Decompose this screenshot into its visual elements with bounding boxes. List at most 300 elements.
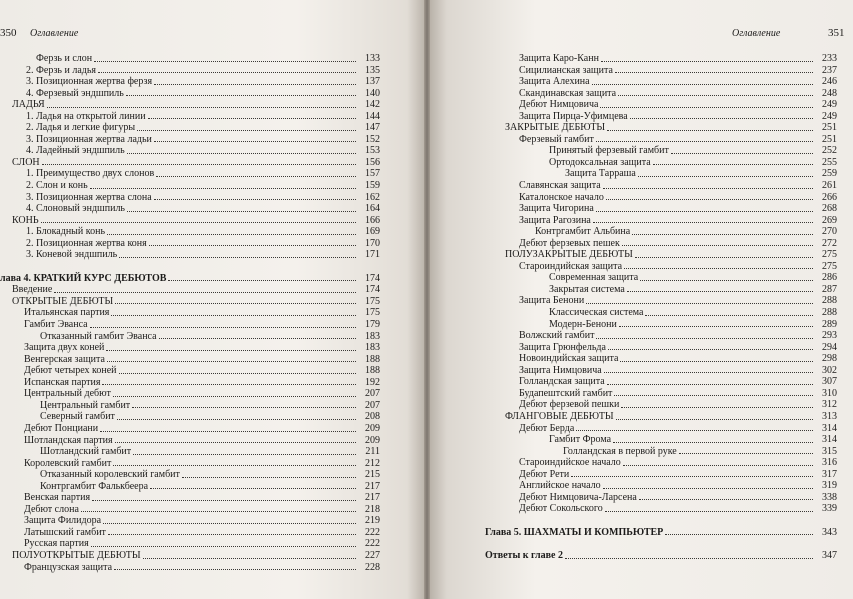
toc-row bbox=[0, 145, 380, 157]
toc-page-number: 316 bbox=[822, 457, 837, 469]
toc-row bbox=[485, 168, 837, 180]
left-toc bbox=[0, 53, 380, 573]
toc-page-number: 174 bbox=[365, 284, 380, 296]
toc-page-number: 251 bbox=[822, 122, 837, 134]
toc-entry-title: 3. Позиционная жертва ферзя bbox=[26, 76, 153, 88]
toc-chapter-row bbox=[485, 527, 837, 539]
toc-row bbox=[485, 238, 837, 250]
toc-page-number: 246 bbox=[822, 76, 837, 88]
toc-leader-dots bbox=[41, 222, 356, 223]
toc-entry-title: ЛАДЬЯ bbox=[12, 99, 45, 111]
toc-row bbox=[485, 376, 837, 388]
toc-row bbox=[0, 88, 380, 100]
toc-row bbox=[0, 226, 380, 238]
toc-entry-title: Испанская партия bbox=[24, 376, 101, 388]
toc-leader-dots bbox=[148, 118, 356, 119]
toc-entry-title: 2. Ферзь и ладья bbox=[26, 64, 96, 76]
toc-leader-dots bbox=[565, 558, 813, 559]
toc-entry-title: Дебют ферзевой пешки bbox=[519, 399, 620, 411]
toc-entry-title: Защита Тарраша bbox=[565, 168, 636, 180]
toc-row bbox=[0, 481, 380, 493]
toc-row bbox=[0, 76, 380, 88]
toc-leader-dots bbox=[601, 61, 813, 62]
toc-gap bbox=[485, 538, 837, 550]
toc-entry-title: 4. Слоновый эндшпиль bbox=[26, 203, 125, 215]
toc-row bbox=[0, 53, 380, 65]
toc-row bbox=[0, 203, 380, 215]
toc-page-number: 251 bbox=[822, 133, 837, 145]
toc-page-number: 275 bbox=[822, 249, 837, 261]
toc-row bbox=[485, 272, 837, 284]
toc-row bbox=[0, 388, 380, 400]
toc-leader-dots bbox=[92, 500, 356, 501]
toc-row bbox=[485, 457, 837, 469]
toc-page-number: 217 bbox=[365, 492, 380, 504]
toc-row bbox=[0, 157, 380, 169]
toc-page-number: 312 bbox=[822, 399, 837, 411]
toc-entry-title: Защита Алехина bbox=[519, 76, 590, 88]
toc-row bbox=[485, 203, 837, 215]
toc-row bbox=[0, 411, 380, 423]
toc-page-number: 288 bbox=[822, 295, 837, 307]
toc-page-number: 338 bbox=[822, 491, 837, 503]
toc-page-number: 207 bbox=[365, 388, 380, 400]
toc-page-number: 192 bbox=[365, 376, 380, 388]
toc-leader-dots bbox=[607, 384, 813, 385]
toc-row bbox=[0, 296, 380, 308]
toc-row bbox=[485, 226, 837, 238]
toc-entry-title: Гамбит Эванса bbox=[24, 319, 88, 331]
toc-page-number: 219 bbox=[365, 515, 380, 527]
toc-page-number: 339 bbox=[822, 503, 837, 515]
toc-entry-title: 3. Позиционная жертва слона bbox=[26, 191, 152, 203]
toc-entry-title: Новоиндийская защита bbox=[519, 353, 619, 365]
toc-entry-title: Гамбит Фрома bbox=[549, 434, 612, 446]
toc-entry-title: Голландская в первой руке bbox=[563, 445, 677, 457]
toc-row bbox=[485, 180, 837, 192]
toc-chapter-row bbox=[0, 273, 380, 285]
toc-leader-dots bbox=[107, 234, 356, 235]
toc-page-number: 171 bbox=[365, 249, 380, 261]
toc-page-number: 175 bbox=[365, 295, 380, 307]
toc-entry-title: Глава 5. ШАХМАТЫ И КОМПЬЮТЕР bbox=[485, 526, 664, 538]
toc-row bbox=[485, 388, 837, 400]
toc-page-number: 188 bbox=[365, 353, 380, 365]
toc-row bbox=[0, 446, 380, 458]
toc-leader-dots bbox=[596, 338, 813, 339]
toc-leader-dots bbox=[54, 292, 356, 293]
toc-entry-title: Итальянская партия bbox=[24, 307, 110, 319]
toc-entry-title: Северный гамбит bbox=[40, 411, 115, 423]
toc-page-number: 164 bbox=[365, 203, 380, 215]
toc-row bbox=[485, 284, 837, 296]
toc-leader-dots bbox=[102, 384, 356, 385]
toc-gap bbox=[0, 261, 380, 273]
toc-leader-dots bbox=[619, 326, 813, 327]
right-page-number: 351 bbox=[828, 27, 845, 39]
toc-row bbox=[0, 65, 380, 77]
toc-entry-title: Староиндийская защита bbox=[519, 260, 623, 272]
toc-leader-dots bbox=[592, 84, 813, 85]
toc-leader-dots bbox=[108, 534, 356, 535]
toc-entry-title: Дебют Нимцовича bbox=[519, 99, 599, 111]
toc-entry-title: Шотландский гамбит bbox=[40, 446, 132, 458]
toc-leader-dots bbox=[90, 327, 356, 328]
toc-row bbox=[485, 88, 837, 100]
toc-leader-dots bbox=[615, 72, 813, 73]
toc-row bbox=[485, 99, 837, 111]
toc-leader-dots bbox=[90, 188, 356, 189]
toc-row bbox=[485, 65, 837, 77]
toc-row bbox=[0, 134, 380, 146]
toc-entry-title: Защита Грюнфельда bbox=[519, 341, 606, 353]
toc-leader-dots bbox=[603, 488, 813, 489]
toc-row bbox=[0, 469, 380, 481]
toc-leader-dots bbox=[604, 372, 813, 373]
toc-entry-title: Староиндийское начало bbox=[519, 457, 621, 469]
toc-leader-dots bbox=[608, 349, 813, 350]
toc-row bbox=[0, 550, 380, 562]
toc-entry-title: Каталонское начало bbox=[519, 191, 604, 203]
toc-row bbox=[0, 562, 380, 574]
toc-entry-title: Контргамбит Альбина bbox=[535, 226, 631, 238]
toc-entry-title: Защита Нимцовича bbox=[519, 364, 602, 376]
toc-entry-title: Волжский гамбит bbox=[519, 330, 595, 342]
toc-entry-title: Скандинавская защита bbox=[519, 87, 617, 99]
toc-leader-dots bbox=[154, 199, 356, 200]
toc-page-number: 310 bbox=[822, 387, 837, 399]
toc-page-number: 175 bbox=[365, 307, 380, 319]
toc-leader-dots bbox=[119, 373, 356, 374]
toc-entry-title: Центральный гамбит bbox=[40, 399, 131, 411]
toc-page-number: 212 bbox=[365, 457, 380, 469]
toc-page-number: 315 bbox=[822, 445, 837, 457]
toc-entry-title: Будапештский гамбит bbox=[519, 387, 613, 399]
toc-row bbox=[485, 53, 837, 65]
toc-page-number: 266 bbox=[822, 191, 837, 203]
toc-page-number: 261 bbox=[822, 180, 837, 192]
toc-chapter-row bbox=[485, 550, 837, 562]
left-page-number: 350 bbox=[0, 27, 17, 39]
toc-row bbox=[0, 215, 380, 227]
toc-entry-title: Венская партия bbox=[24, 492, 91, 504]
toc-leader-dots bbox=[91, 546, 356, 547]
toc-leader-dots bbox=[624, 268, 813, 269]
toc-entry-title: Классическая система bbox=[549, 307, 644, 319]
toc-entry-title: лава 4. КРАТКИЙ КУРС ДЕБЮТОВ bbox=[0, 272, 167, 284]
toc-entry-title: ПОЛУЗАКРЫТЫЕ ДЕБЮТЫ bbox=[505, 249, 633, 261]
toc-leader-dots bbox=[638, 176, 813, 177]
toc-leader-dots bbox=[620, 361, 813, 362]
toc-entry-title: 1. Преимущество двух слонов bbox=[26, 168, 155, 180]
toc-leader-dots bbox=[149, 245, 356, 246]
toc-entry-title: Дебют Понциани bbox=[24, 422, 99, 434]
toc-page-number: 215 bbox=[365, 469, 380, 481]
toc-entry-title: 2. Слон и конь bbox=[26, 180, 88, 192]
toc-page-number: 162 bbox=[365, 191, 380, 203]
toc-leader-dots bbox=[154, 84, 356, 85]
toc-page-number: 343 bbox=[822, 526, 837, 538]
toc-row bbox=[0, 99, 380, 111]
toc-leader-dots bbox=[632, 234, 813, 235]
toc-leader-dots bbox=[117, 419, 356, 420]
toc-row bbox=[485, 446, 837, 458]
toc-row bbox=[485, 215, 837, 227]
toc-entry-title: Ортодоксальная защита bbox=[549, 156, 651, 168]
toc-leader-dots bbox=[596, 141, 813, 142]
toc-row bbox=[485, 423, 837, 435]
toc-entry-title: Сицилианская защита bbox=[519, 64, 613, 76]
toc-leader-dots bbox=[603, 188, 813, 189]
toc-leader-dots bbox=[81, 511, 356, 512]
toc-row bbox=[0, 492, 380, 504]
toc-page-number: 153 bbox=[365, 145, 380, 157]
toc-page-number: 314 bbox=[822, 422, 837, 434]
toc-page-number: 211 bbox=[365, 446, 380, 458]
toc-row bbox=[0, 423, 380, 435]
toc-page-number: 270 bbox=[822, 226, 837, 238]
toc-leader-dots bbox=[182, 477, 356, 478]
toc-row bbox=[0, 527, 380, 539]
toc-entry-title: 3. Позиционная жертва ладьи bbox=[26, 133, 152, 145]
toc-row bbox=[0, 319, 380, 331]
toc-entry-title: 2. Ладья и легкие фигуры bbox=[26, 122, 136, 134]
toc-row bbox=[0, 515, 380, 527]
toc-page-number: 319 bbox=[822, 480, 837, 492]
toc-entry-title: 2. Позиционная жертва коня bbox=[26, 237, 147, 249]
toc-page-number: 288 bbox=[822, 307, 837, 319]
toc-page-number: 317 bbox=[822, 468, 837, 480]
toc-row bbox=[485, 492, 837, 504]
toc-leader-dots bbox=[613, 442, 813, 443]
toc-entry-title: Отказанный королевский гамбит bbox=[40, 469, 180, 481]
toc-leader-dots bbox=[127, 153, 356, 154]
toc-leader-dots bbox=[100, 431, 356, 432]
toc-leader-dots bbox=[614, 395, 813, 396]
toc-page-number: 137 bbox=[365, 76, 380, 88]
toc-page-number: 209 bbox=[365, 422, 380, 434]
toc-row bbox=[485, 76, 837, 88]
toc-page-number: 166 bbox=[365, 214, 380, 226]
toc-page-number: 269 bbox=[822, 214, 837, 226]
toc-entry-title: Защита Каро-Канн bbox=[519, 53, 599, 64]
toc-entry-title: Шотландская партия bbox=[24, 434, 113, 446]
toc-page-number: 289 bbox=[822, 318, 837, 330]
toc-row bbox=[0, 377, 380, 389]
toc-entry-title: СЛОН bbox=[12, 156, 40, 168]
toc-entry-title: 1. Блокадный конь bbox=[26, 226, 106, 238]
toc-page-number: 209 bbox=[365, 434, 380, 446]
toc-entry-title: 4. Ферзевый эндшпиль bbox=[26, 87, 124, 99]
toc-leader-dots bbox=[119, 257, 356, 258]
toc-page-number: 272 bbox=[822, 237, 837, 249]
toc-page-number: 294 bbox=[822, 341, 837, 353]
toc-row bbox=[485, 434, 837, 446]
toc-leader-dots bbox=[665, 534, 813, 535]
toc-page-number: 208 bbox=[365, 411, 380, 423]
toc-page-number: 156 bbox=[365, 156, 380, 168]
toc-entry-title: Дебют слона bbox=[24, 503, 79, 515]
toc-page-number: 159 bbox=[365, 180, 380, 192]
toc-leader-dots bbox=[653, 164, 813, 165]
toc-row bbox=[485, 399, 837, 411]
toc-page-number: 169 bbox=[365, 226, 380, 238]
toc-row bbox=[485, 249, 837, 261]
toc-leader-dots bbox=[103, 523, 356, 524]
toc-gap bbox=[485, 515, 837, 527]
toc-page-number: 255 bbox=[822, 156, 837, 168]
toc-entry-title: Голландская защита bbox=[519, 376, 605, 388]
toc-leader-dots bbox=[607, 130, 813, 131]
toc-page-number: 179 bbox=[365, 319, 380, 331]
toc-page-number: 183 bbox=[365, 342, 380, 354]
toc-leader-dots bbox=[159, 338, 356, 339]
toc-entry-title: Дебют четырех коней bbox=[24, 365, 117, 377]
toc-row bbox=[485, 134, 837, 146]
toc-page-number: 140 bbox=[365, 87, 380, 99]
toc-leader-dots bbox=[679, 453, 813, 454]
toc-page-number: 183 bbox=[365, 330, 380, 342]
toc-page-number: 249 bbox=[822, 110, 837, 122]
toc-leader-dots bbox=[671, 153, 813, 154]
toc-leader-dots bbox=[640, 280, 813, 281]
toc-page-number: 347 bbox=[822, 550, 837, 562]
toc-page-number: 287 bbox=[822, 283, 837, 295]
toc-entry-title: Модерн-Бенони bbox=[549, 318, 617, 330]
toc-row bbox=[485, 261, 837, 273]
left-page bbox=[0, 0, 424, 599]
toc-entry-title: ПОЛУОТКРЫТЫЕ ДЕБЮТЫ bbox=[12, 549, 141, 561]
left-running-header: Оглавление bbox=[30, 28, 79, 39]
toc-page-number: 227 bbox=[365, 549, 380, 561]
toc-leader-dots bbox=[645, 315, 813, 316]
toc-row bbox=[485, 145, 837, 157]
toc-entry-title: Ферзь и слон bbox=[36, 53, 93, 64]
toc-row bbox=[0, 400, 380, 412]
toc-page-number: 302 bbox=[822, 364, 837, 376]
toc-page-number: 157 bbox=[365, 168, 380, 180]
toc-row bbox=[485, 411, 837, 423]
toc-leader-dots bbox=[94, 61, 356, 62]
toc-page-number: 313 bbox=[822, 410, 837, 422]
toc-entry-title: Центральный дебют bbox=[24, 388, 111, 400]
toc-leader-dots bbox=[630, 118, 813, 119]
toc-entry-title: Ответы к главе 2 bbox=[485, 550, 563, 562]
toc-leader-dots bbox=[143, 558, 356, 559]
toc-page-number: 207 bbox=[365, 399, 380, 411]
toc-leader-dots bbox=[576, 430, 813, 431]
toc-row bbox=[485, 353, 837, 365]
toc-leader-dots bbox=[156, 176, 356, 177]
toc-row bbox=[485, 365, 837, 377]
toc-leader-dots bbox=[106, 350, 356, 351]
toc-page-number: 135 bbox=[365, 64, 380, 76]
toc-leader-dots bbox=[606, 199, 813, 200]
toc-leader-dots bbox=[593, 222, 813, 223]
toc-row bbox=[485, 480, 837, 492]
toc-leader-dots bbox=[150, 488, 356, 489]
toc-leader-dots bbox=[111, 315, 356, 316]
toc-leader-dots bbox=[113, 396, 356, 397]
toc-page-number: 286 bbox=[822, 272, 837, 284]
toc-row bbox=[0, 331, 380, 343]
toc-entry-title: Королевский гамбит bbox=[24, 457, 112, 469]
toc-leader-dots bbox=[605, 511, 813, 512]
toc-page-number: 252 bbox=[822, 145, 837, 157]
toc-entry-title: Дебют Сокольского bbox=[519, 503, 603, 515]
toc-leader-dots bbox=[42, 164, 356, 165]
toc-leader-dots bbox=[47, 107, 356, 108]
toc-entry-title: Принятый ферзевый гамбит bbox=[549, 145, 669, 157]
toc-page-number: 170 bbox=[365, 237, 380, 249]
toc-row bbox=[0, 435, 380, 447]
toc-page-number: 314 bbox=[822, 434, 837, 446]
right-toc bbox=[485, 53, 837, 562]
toc-entry-title: Дебют Нимцовича-Ларсена bbox=[519, 491, 637, 503]
toc-leader-dots bbox=[113, 465, 356, 466]
toc-leader-dots bbox=[621, 407, 813, 408]
toc-page-number: 222 bbox=[365, 526, 380, 538]
toc-leader-dots bbox=[98, 72, 356, 73]
toc-entry-title: Ферзевый гамбит bbox=[519, 133, 594, 145]
toc-entry-title: Введение bbox=[12, 284, 53, 296]
toc-entry-title: Защита Чигорина bbox=[519, 203, 594, 215]
toc-row bbox=[0, 168, 380, 180]
toc-page-number: 188 bbox=[365, 365, 380, 377]
toc-leader-dots bbox=[596, 211, 813, 212]
toc-entry-title: Защита двух коней bbox=[24, 342, 105, 354]
toc-row bbox=[485, 192, 837, 204]
toc-page-number: 248 bbox=[822, 87, 837, 99]
toc-row bbox=[0, 122, 380, 134]
toc-entry-title: Английское начало bbox=[519, 480, 601, 492]
toc-row bbox=[485, 122, 837, 134]
toc-row bbox=[0, 365, 380, 377]
toc-entry-title: Венгерская защита bbox=[24, 353, 105, 365]
toc-page-number: 228 bbox=[365, 561, 380, 573]
toc-leader-dots bbox=[616, 419, 813, 420]
toc-entry-title: Современная защита bbox=[549, 272, 639, 284]
toc-leader-dots bbox=[107, 361, 356, 362]
toc-leader-dots bbox=[126, 95, 356, 96]
toc-entry-title: Дебют ферзевых пешек bbox=[519, 237, 620, 249]
toc-leader-dots bbox=[137, 130, 356, 131]
toc-page-number: 249 bbox=[822, 99, 837, 111]
toc-row bbox=[0, 249, 380, 261]
toc-row bbox=[0, 458, 380, 470]
toc-entry-title: Контргамбит Фалькбеера bbox=[40, 480, 149, 492]
toc-row bbox=[0, 538, 380, 550]
right-page bbox=[430, 0, 853, 599]
toc-row bbox=[0, 284, 380, 296]
toc-entry-title: КОНЬ bbox=[12, 214, 39, 226]
toc-page-number: 147 bbox=[365, 122, 380, 134]
toc-row bbox=[485, 342, 837, 354]
toc-leader-dots bbox=[154, 141, 356, 142]
toc-entry-title: Отказанный гамбит Эванса bbox=[40, 330, 157, 342]
toc-entry-title: Защита Рагозина bbox=[519, 214, 591, 226]
toc-leader-dots bbox=[115, 303, 356, 304]
toc-leader-dots bbox=[622, 245, 813, 246]
toc-entry-title: Защита Бенони bbox=[519, 295, 585, 307]
toc-page-number: 217 bbox=[365, 480, 380, 492]
toc-entry-title: Французская защита bbox=[24, 561, 113, 573]
toc-row bbox=[0, 180, 380, 192]
toc-page-number: 259 bbox=[822, 168, 837, 180]
toc-row bbox=[0, 192, 380, 204]
toc-entry-title: 1. Ладья на открытой линии bbox=[26, 110, 146, 122]
toc-leader-dots bbox=[586, 303, 813, 304]
